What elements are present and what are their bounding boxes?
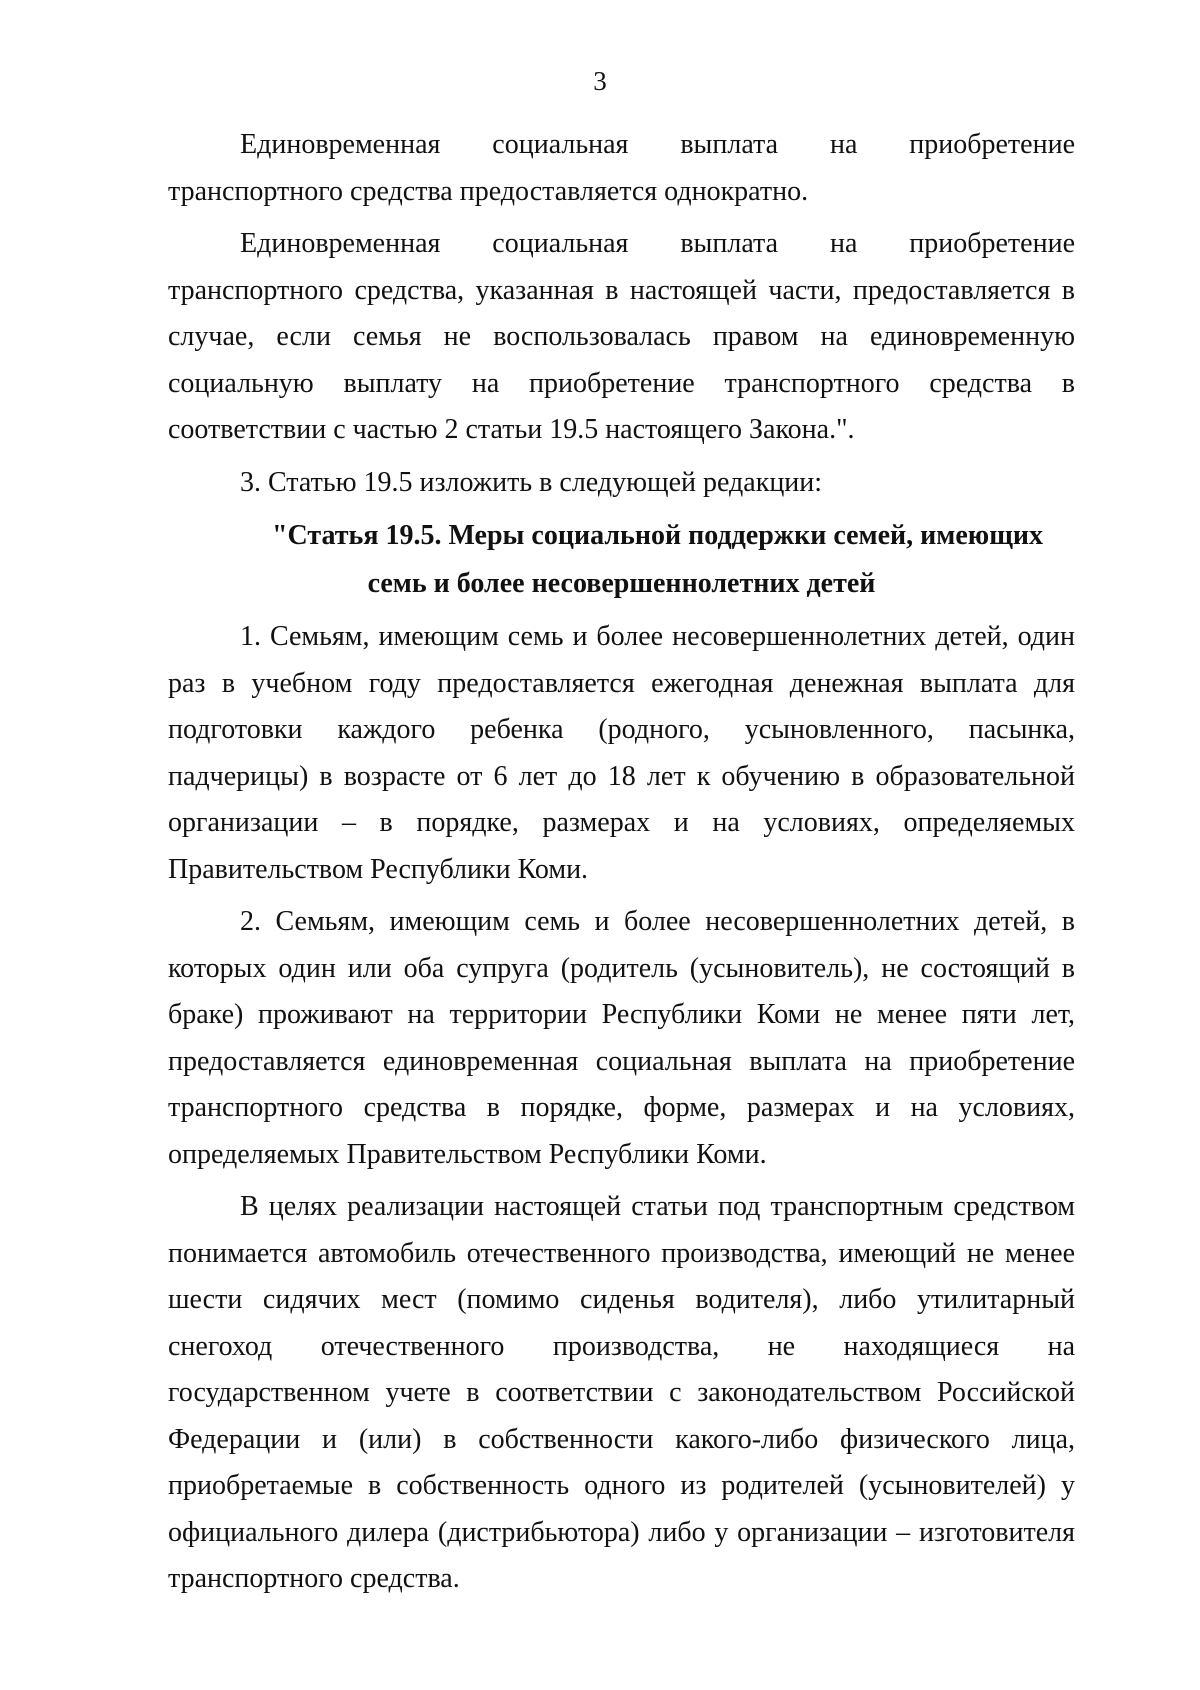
page-number: 3 (593, 66, 607, 96)
paragraph-one-time-payment: Единовременная социальная выплата на приобретение транспортного средства предоставляется однократно. (168, 129, 1075, 207)
article-paragraph-vehicle-definition: В целях реализации настоящей статьи под транспортным средством понимается автомобиль отечественного производства, имеющий не менее шести сидячих мест (помимо сиденья водителя), либо утилитарный снегоход отечественного производства, не находящиеся на государственном учете в соответствии с законодательством Российской Федерации и (или) в собственности какого-либо физического лица, приобретаемые в собственность одного из родителей (усыновителей) у официального дилера (дистрибьютора) либо у организации – изготовителя транспортного средства. (168, 1191, 1075, 1594)
article-paragraph-annual-payment: 1. Семьям, имеющим семь и более несовершеннолетних детей, один раз в учебном году предоставляется ежегодная денежная выплата для подготовки каждого ребенка (родного, усыновленного, пасынка, падчерицы) в возрасте от 6 лет до 18 лет к обучению в образовательной организации – в порядке, размерах и на условиях, определяемых Правительством Республики Коми. (168, 621, 1075, 885)
document-body (168, 122, 1075, 1609)
paragraph-amend-article: 3. Статью 19.5 изложить в следующей редакции: (240, 466, 823, 498)
article-paragraph-vehicle-payment: 2. Семьям, имеющим семь и более несовершеннолетних детей, в которых один или оба супруга (родитель (усыновитель), не состоящий в браке) проживают на территории Республики Коми не менее пяти лет, предоставляется единовременная социальная выплата на приобретение транспортного средства в порядке, форме, размерах и на условиях, определяемых Правительством Республики Коми. (168, 906, 1075, 1170)
article-heading: "Статья 19.5. Меры социальной поддержки семей, имеющих семь и более несовершеннолетних детей (272, 520, 1043, 599)
paragraph-payment-condition: Единовременная социальная выплата на приобретение транспортного средства, указанная в настоящей части, предоставляется в случае, если семья не воспользовалась правом на единовременную социальную выплату на приобретение транспортного средства в соответствии с частью 2 статьи 19.5 настоящего Закона.". (168, 228, 1075, 445)
